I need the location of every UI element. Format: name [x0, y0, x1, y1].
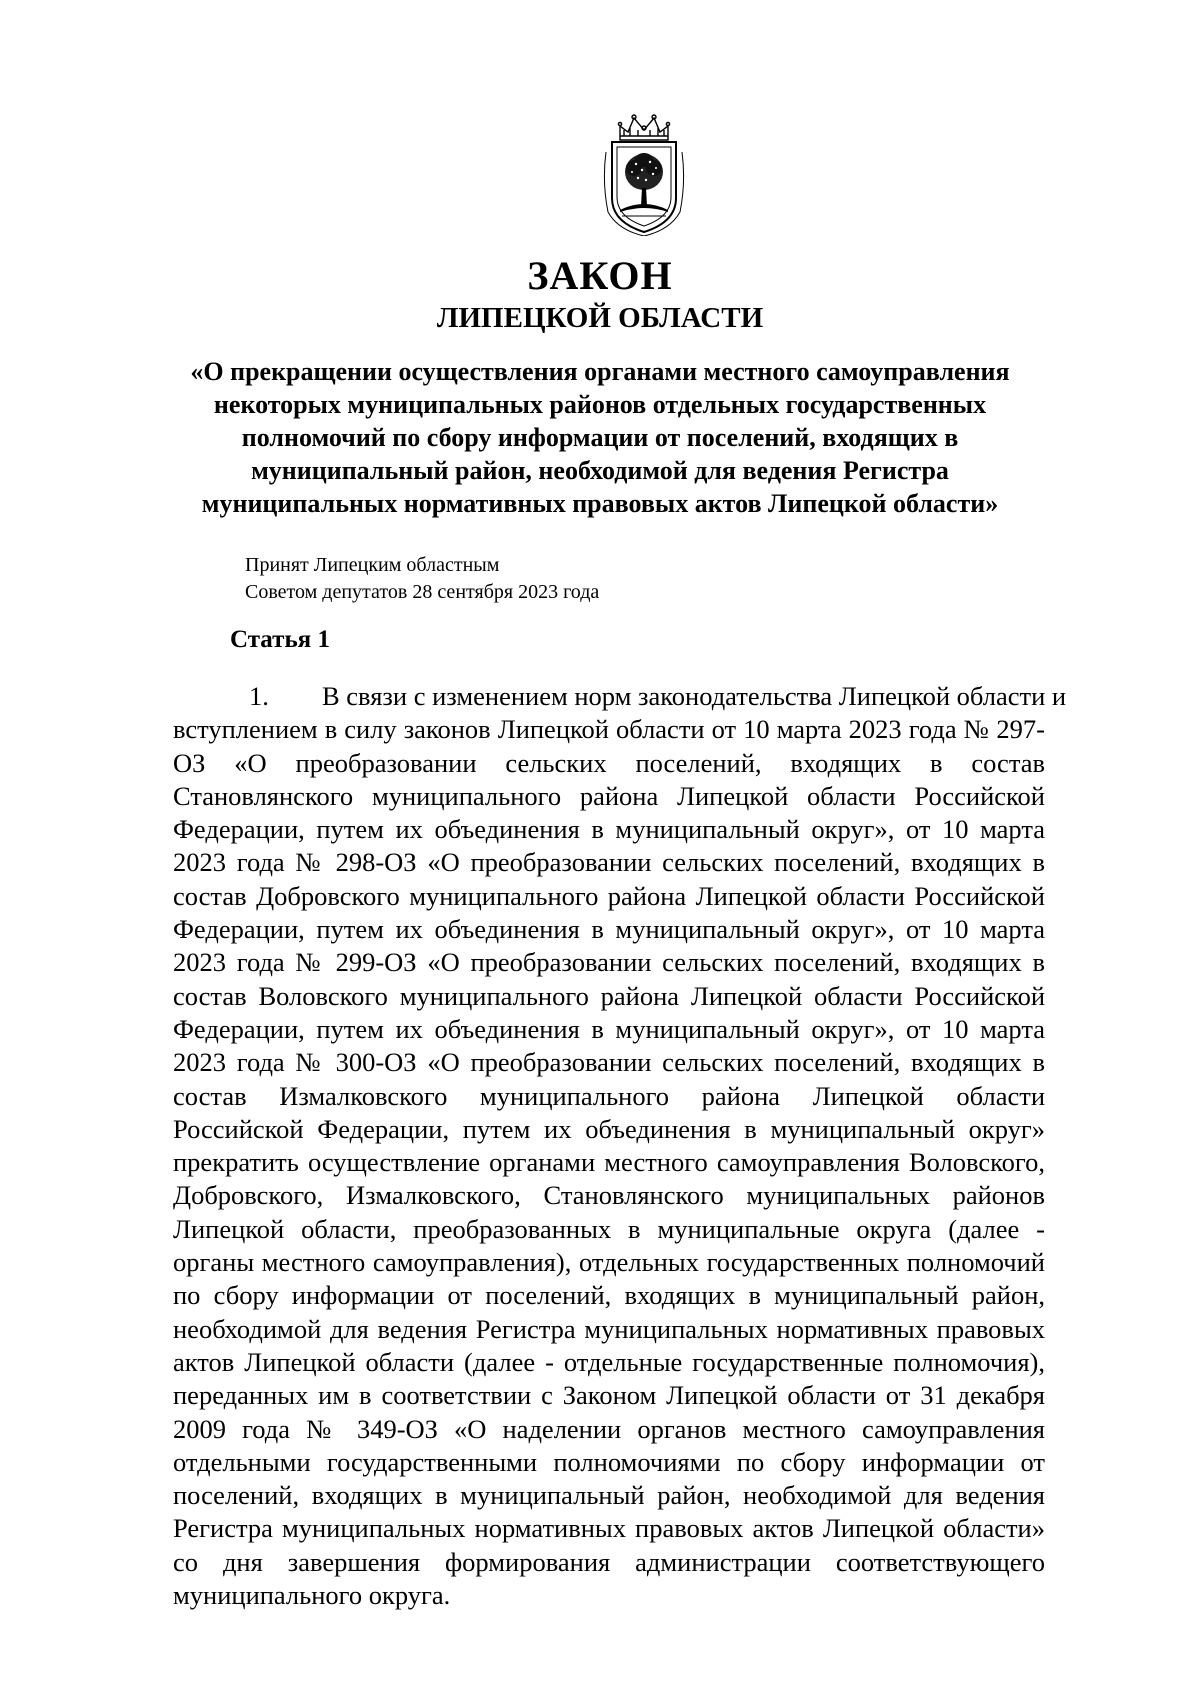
- paragraph-line: 2023 года № 300-ОЗ «О преобразовании сельских поселений, входящих в: [173, 1047, 1045, 1078]
- paragraph-line: Российской Федерации, путем их объединения в муниципальный округ»: [173, 1113, 1045, 1144]
- law-name-line: полномочий по сбору информации от поселений, входящих в: [241, 423, 959, 452]
- paragraph-line: 2023 года № 299-ОЗ «О преобразовании сельских поселений, входящих в: [173, 947, 1045, 978]
- law-name-line: муниципальный район, необходимой для ведения Регистра: [251, 456, 949, 485]
- paragraph-line-text: В связи с изменением норм законодательства Липецкой области и: [322, 681, 1067, 711]
- paragraph-line: состав Воловского муниципального района Липецкой области Российской: [173, 980, 1045, 1011]
- paragraph-line: поселений, входящих в муниципальный район, необходимой для ведения: [173, 1480, 1045, 1511]
- document-title: ЗАКОН: [527, 253, 673, 298]
- paragraph-line: Федерации, путем их объединения в муниципальный округ», от 10 марта: [173, 1013, 1045, 1044]
- paragraph-line: необходимой для ведения Регистра муниципальных нормативных правовых: [173, 1313, 1045, 1344]
- law-name: [170, 355, 1030, 520]
- paragraph-line: ОЗ «О преобразовании сельских поселений, входящих в состав: [173, 747, 1045, 778]
- paragraph-line: со дня завершения формирования администрации соответствующего: [173, 1546, 1045, 1577]
- law-name-line: «О прекращении осуществления органами местного самоуправления: [190, 357, 1010, 386]
- adoption-note: [245, 552, 599, 606]
- paragraph-line: Добровского, Измалковского, Становлянского муниципальных районов: [173, 1180, 1045, 1211]
- adoption-line: Советом депутатов 28 сентября 2023 года: [245, 581, 600, 603]
- paragraph-line: переданных им в соответствии с Законом Липецкой области от 31 декабря: [173, 1380, 1045, 1411]
- paragraph-line: состав Добровского муниципального района Липецкой области Российской: [173, 880, 1045, 911]
- paragraph-line: [173, 680, 1067, 713]
- paragraph-line: Становлянского муниципального района Липецкой области Российской: [173, 780, 1045, 811]
- paragraph-line: Липецкой области, преобразованных в муниципальные округа (далее -: [173, 1213, 1045, 1244]
- law-name-line: некоторых муниципальных районов отдельных государственных: [213, 390, 987, 419]
- paragraph-line: органы местного самоуправления), отдельных государственных полномочий: [173, 1247, 1045, 1278]
- paragraph-line: 2009 года № 349-ОЗ «О наделении органов местного самоуправления: [173, 1413, 1045, 1444]
- paragraph-line: Регистра муниципальных нормативных правовых актов Липецкой области»: [173, 1513, 1045, 1544]
- paragraph-line: вступлением в силу законов Липецкой области от 10 марта 2023 года № 297-: [173, 714, 1045, 745]
- article-body: [173, 680, 1067, 1612]
- article-heading: Статья 1: [230, 626, 330, 653]
- paragraph-line: 2023 года № 298-ОЗ «О преобразовании сельских поселений, входящих в: [173, 847, 1045, 878]
- paragraph-line: Федерации, путем их объединения в муниципальный округ», от 10 марта: [173, 814, 1045, 845]
- paragraph-line: по сбору информации от поселений, входящих в муниципальный район,: [173, 1280, 1045, 1311]
- document-subtitle: ЛИПЕЦКОЙ ОБЛАСТИ: [436, 302, 764, 334]
- law-name-line: муниципальных нормативных правовых актов Липецкой области»: [201, 489, 999, 518]
- paragraph-line: отдельными государственными полномочиями по сбору информации от: [173, 1446, 1045, 1477]
- paragraph-line: муниципального округа.: [173, 1580, 451, 1611]
- paragraph-line: прекратить осуществление органами местного самоуправления Воловского,: [173, 1147, 1045, 1178]
- paragraph-line: актов Липецкой области (далее - отдельные государственные полномочия),: [173, 1346, 1045, 1377]
- item-number: 1.: [249, 681, 269, 711]
- coat-of-arms-icon: [598, 112, 690, 236]
- adoption-line: Принят Липецким областным: [245, 554, 500, 576]
- paragraph-line: Федерации, путем их объединения в муниципальный округ», от 10 марта: [173, 914, 1045, 945]
- paragraph-line: состав Измалковского муниципального района Липецкой области: [173, 1080, 1045, 1111]
